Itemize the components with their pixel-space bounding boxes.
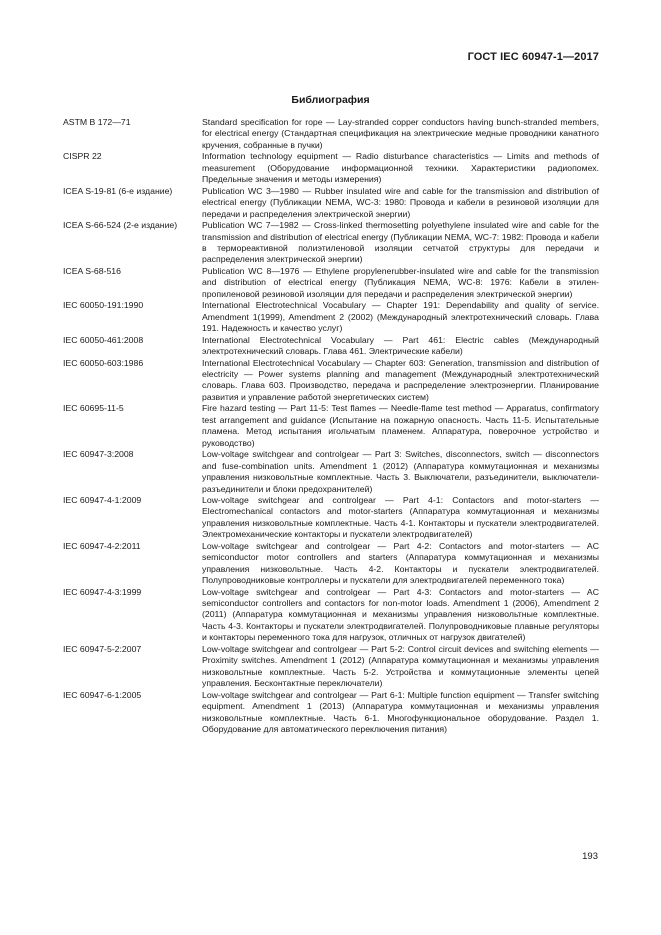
entry-reference: IEC 60050-191:1990 [63,300,144,311]
entry-reference: ICEA S-19-81 (6-е издание) [63,185,173,196]
page-number: 193 [582,851,598,862]
entry-description: Low-voltage switchgear and controlgear — Part 6-1: Multiple function equipment — Transfer switching equipment. Amendment 1 (2013) (Аппаратура коммутационная и механизмы управления низковольтные комплектные. Часть 6-1. Многофункциональное оборудование. Раздел 1. Оборудование для автоматического переключения питания) [202,689,599,735]
bibliography-entry [63,541,599,587]
bibliography-title: Библиография [291,94,370,106]
entry-description: Low-voltage switchgear and controlgear — Part 3: Switches, disconnectors, switch — disconnectors and fuse-combination units. Amendment 1 (2012) (Аппаратура коммутационная и механизмы управления низковольтные комплектные. Часть 3. Выключатели, разъединители, выключатели-разъединители и блоки предохранителей) [202,449,599,494]
entry-reference: ASTM B 172—71 [63,117,131,127]
bibliography-entry [63,495,599,541]
entry-description: Publication WC 8—1976 — Ethylene propylenerubber-insulated wire and cable for the transmission and distribution of electrical energy (Публикация NEMA, WC-8: 1976: Кабели в этилен-пропиленовой резиновой изоляции для передачи и распределения электрической энергии) [202,265,599,299]
entry-description: Fire hazard testing — Part 11-5: Test flames — Needle-flame test method — Apparatus, confirmatory test arrangement and guidance (Испытание на пожарную опасность. Часть 11-5. Испытательные пламена. Метод испытания игольчатым пламенем. Аппаратура, поверочное устройство и руководство) [202,403,599,448]
bibliography-entry [63,644,599,690]
entry-reference: IEC 60695-11-5 [63,403,124,414]
bibliography-entry [63,300,599,334]
entry-reference: ICEA S-66-524 (2-е издание) [63,220,178,231]
entry-reference: CISPR 22 [63,151,102,162]
bibliography-entry [63,403,599,449]
entry-reference: IEC 60947-5-2:2007 [63,643,142,654]
bibliography-entry [63,117,599,151]
bibliography-entry [63,587,599,644]
entry-description: Low-voltage switchgear and controlgear — Part 4-3: Contactors and motor-starters — AC semiconductor controllers and contactors for non-motor loads. Amendment 1 (2006), Amendment 2 (2011) (Аппаратура коммутационная и механизмы управления низковольтные комплектные. Часть 4-3. Контакторы и пускатели электродвигателей. Полупроводниковые плавные регуляторы и контакторы переменного тока для нагрузок, отличных от нагрузок двигателей) [202,586,599,643]
entry-reference: ICEA S-68-516 [63,265,121,276]
bibliography-entry [63,449,599,495]
bibliography-entry [63,266,599,300]
entry-description: Low-voltage switchgear and controlgear — Part 5-2: Control circuit devices and switching elements — Proximity switches. Amendment 1 (2012) (Аппаратура коммутационная и механизмы управления низковольтные комплектные. Часть 5-2. Устройства и коммутационные элементы цепей управления. Бесконтактные переключатели) [202,643,599,689]
entry-description: Information technology equipment — Radio disturbance characteristics — Limits and methods of measurement (Оборудование информационной техники. Характеристики радиопомех. Предельные значения и методы измерения) [202,151,599,185]
entry-description: International Electrotechnical Vocabulary — Chapter 603: Generation, transmission and distribution of electricity — Power systems planning and management (Международный электротехнический словарь. Глава 603. Производство, передача и распределение электроэнергии. Планирование развития и управление работой энергетических систем) [202,357,599,402]
entry-reference: IEC 60050-603:1986 [63,357,144,368]
bibliography-entry [63,151,599,185]
standard-header: ГОСТ IEC 60947-1—2017 [467,51,599,63]
entry-reference: IEC 60050-461:2008 [63,334,144,345]
entry-reference: IEC 60947-3:2008 [63,449,134,460]
entry-description: Standard specification for rope — Lay-stranded copper conductors having bunch-stranded members, for electrical energy (Стандартная спецификация на электрические медные проводники канатного кручения, собранные в пучки) [202,117,599,150]
entry-description: Low-voltage switchgear and controlgear — Part 4-2: Contactors and motor-starters — AC semiconductor motor controllers and starters (Аппаратура коммутационная и механизмы управления низковольтные. Часть 4-2. Контакторы и пускатели электродвигателей. Полупроводниковые контроллеры и пускатели для электродвигателей переменного тока) [202,540,599,586]
entry-description: Publication WC 7—1982 — Cross-linked thermosetting polyethylene insulated wire and cable for the transmission and distribution of electrical energy (Публикации NEMA, WC-7: 1982: Провода и кабели в термореактивной полиэтиленовой изоляции сетчатой структуры для передачи и распределения электрической энергии) [202,220,599,265]
bibliography-entry [63,186,599,220]
bibliography-entry [63,220,599,266]
entry-description: International Electrotechnical Vocabulary — Part 461: Electric cables (Международный электротехнический словарь. Глава 461. Электрические кабели) [202,334,599,357]
entry-reference: IEC 60947-6-1:2005 [63,689,142,700]
bibliography-entry [63,335,599,358]
bibliography-list [63,117,599,735]
entry-reference: IEC 60947-4-2:2011 [63,540,141,551]
bibliography-entry [63,690,599,736]
entry-description: International Electrotechnical Vocabulary — Chapter 191: Dependability and quality of service. Amendment 1(1999), Amendment 2 (2002) (Международный электротехнический словарь. Глава 191. Надежность и качество услуг) [202,300,599,334]
bibliography-entry [63,358,599,404]
entry-description: Publication WC 3—1980 — Rubber insulated wire and cable for the transmission and distribution of electrical energy (Публикации NEMA, WC-3: 1980: Провода и кабели в резиновой изоляции для передачи и распределения электрической энергии) [202,185,599,219]
entry-reference: IEC 60947-4-3:1999 [63,586,142,597]
entry-reference: IEC 60947-4-1:2009 [63,494,142,505]
entry-description: Low-voltage switchgear and controlgear — Part 4-1: Contactors and motor-starters — Electromechanical contactors and motor-starters (Аппаратура коммутационная и механизмы управления низковольтные комплектные. Часть 4-1. Контакторы и пускатели электродвигателей. Электромеханические контакторы и пускатели электродвигателей) [202,494,599,540]
